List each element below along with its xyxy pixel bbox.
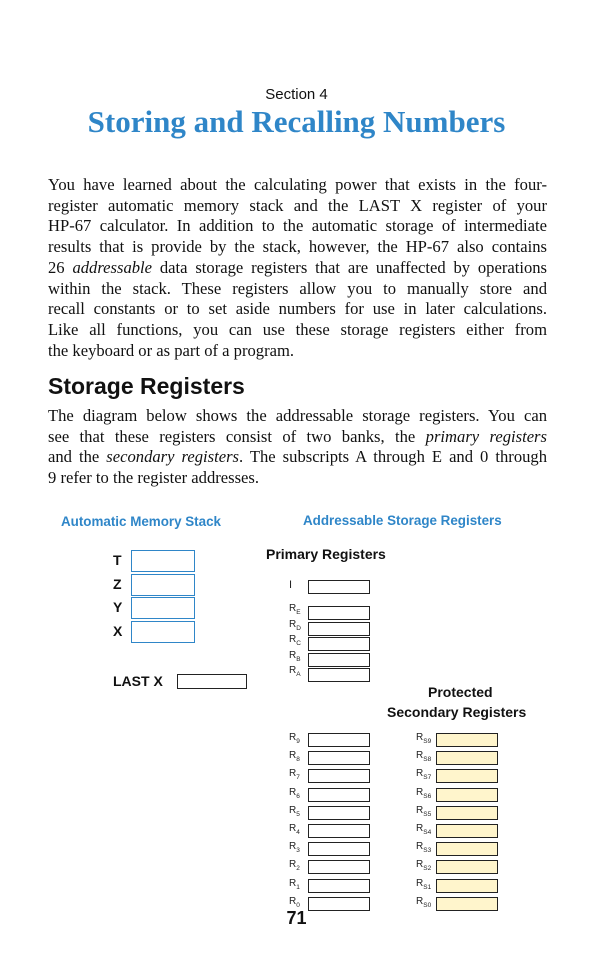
- text-line: within the stack. These registers allow you to manually store and: [48, 278, 547, 298]
- register-label: $R_{S0}$: [416, 895, 432, 909]
- text-line: results that is provide by the stack, however, the HP-67 also contains: [48, 237, 547, 257]
- stack-label: Z: [113, 575, 122, 592]
- register-label: $R_0$: [289, 895, 300, 909]
- register-label: $R_{S1}$: [416, 877, 432, 891]
- primary-register: [308, 622, 370, 636]
- text-line: 9 refer to the register addresses.: [48, 468, 260, 488]
- secondary-title: Secondary Registers: [387, 704, 527, 720]
- text-line: You have learned about the calculating power that exists in the four-: [48, 175, 547, 194]
- numbered-register: [308, 860, 370, 874]
- primary-register: [308, 653, 370, 667]
- secondary-register: [436, 751, 498, 765]
- secondary-register: [436, 842, 498, 856]
- page-title: Storing and Recalling Numbers: [87, 104, 506, 139]
- register-label: $R_{S5}$: [416, 804, 432, 818]
- register-label: I: [289, 579, 293, 591]
- register-label: $R_4$: [289, 823, 300, 836]
- primary-register: [308, 606, 370, 620]
- numbered-register: [308, 733, 370, 747]
- register-label: $R_B$: [289, 649, 301, 663]
- section-heading: Storage Registers: [48, 373, 245, 399]
- lastx-label: LAST X: [113, 673, 163, 689]
- register-label: $R_{S2}$: [416, 859, 432, 873]
- register-label: $R_3$: [289, 841, 300, 855]
- register-label: $R_{S8}$: [416, 750, 432, 764]
- stack-register: [131, 621, 195, 643]
- register-label: $R_1$: [289, 877, 300, 891]
- secondary-register: [436, 769, 498, 783]
- register-label: $R_8$: [289, 750, 300, 764]
- register-label: $R_C$: [289, 634, 301, 647]
- register-label: $R_{S9}$: [416, 732, 432, 745]
- stack-register: [131, 574, 195, 596]
- register-label: $R_6$: [289, 786, 300, 800]
- numbered-register: [308, 769, 370, 783]
- secondary-register: [436, 806, 498, 820]
- text-line: the keyboard or as part of a program.: [48, 340, 295, 360]
- secondary-register: [436, 824, 498, 838]
- stack-title: Automatic Memory Stack: [61, 514, 221, 529]
- register-label: $R_E$: [289, 603, 301, 616]
- diagram-paragraph: [48, 406, 547, 489]
- text-line: Like all functions, you can use these storage registers either from: [48, 319, 547, 339]
- register-label: $R_5$: [289, 804, 300, 818]
- section-label: Section 4: [265, 86, 328, 103]
- register-label: $R_9$: [289, 732, 300, 745]
- text-line: and the secondary registers. The subscripts A through E and 0 through: [48, 447, 548, 467]
- text-line: 26 addressable data storage registers that are unaffected by operations: [48, 257, 547, 277]
- secondary-register: [436, 733, 498, 747]
- register-label: $R_A$: [289, 665, 301, 678]
- stack-register: [131, 550, 195, 572]
- secondary-register: [436, 879, 498, 893]
- text-line: HP-67 calculator. In addition to the automatic storage of intermediate: [48, 216, 547, 236]
- register-label: $R_2$: [289, 859, 300, 873]
- register-label: $R_7$: [289, 768, 300, 782]
- register-label: $R_{S3}$: [416, 841, 432, 855]
- stack-register: [131, 597, 195, 619]
- storage-title: Addressable Storage Registers: [303, 513, 502, 528]
- primary-register: [308, 668, 370, 682]
- primary-title: Primary Registers: [266, 546, 386, 562]
- numbered-register: [308, 879, 370, 893]
- register-label: $R_{S4}$: [416, 823, 432, 836]
- stack-label: X: [113, 622, 123, 639]
- numbered-register: [308, 788, 370, 802]
- lastx-register: [177, 674, 247, 689]
- numbered-register: [308, 806, 370, 820]
- numbered-register: [308, 751, 370, 765]
- text-line: register automatic memory stack and the LAST X register of your: [48, 195, 547, 215]
- stack-label: Y: [113, 599, 123, 615]
- register-label: $R_{S6}$: [416, 786, 432, 800]
- register-i: [308, 580, 370, 594]
- text-line: The diagram below shows the addressable storage registers. You can: [48, 406, 547, 425]
- secondary-register: [436, 860, 498, 874]
- protected-label: Protected: [428, 684, 493, 700]
- register-label: $R_D$: [289, 618, 301, 632]
- register-label: $R_{S7}$: [416, 768, 432, 782]
- intro-paragraph: [48, 175, 547, 361]
- numbered-register: [308, 842, 370, 856]
- text-line: recall constants or to set aside numbers for use in later calculations.: [48, 299, 547, 319]
- text-line: see that these registers consist of two banks, the primary registers: [48, 426, 547, 446]
- page-number: 71: [286, 908, 307, 928]
- stack-label: T: [113, 552, 122, 568]
- secondary-register: [436, 788, 498, 802]
- numbered-register: [308, 824, 370, 838]
- primary-register: [308, 637, 370, 651]
